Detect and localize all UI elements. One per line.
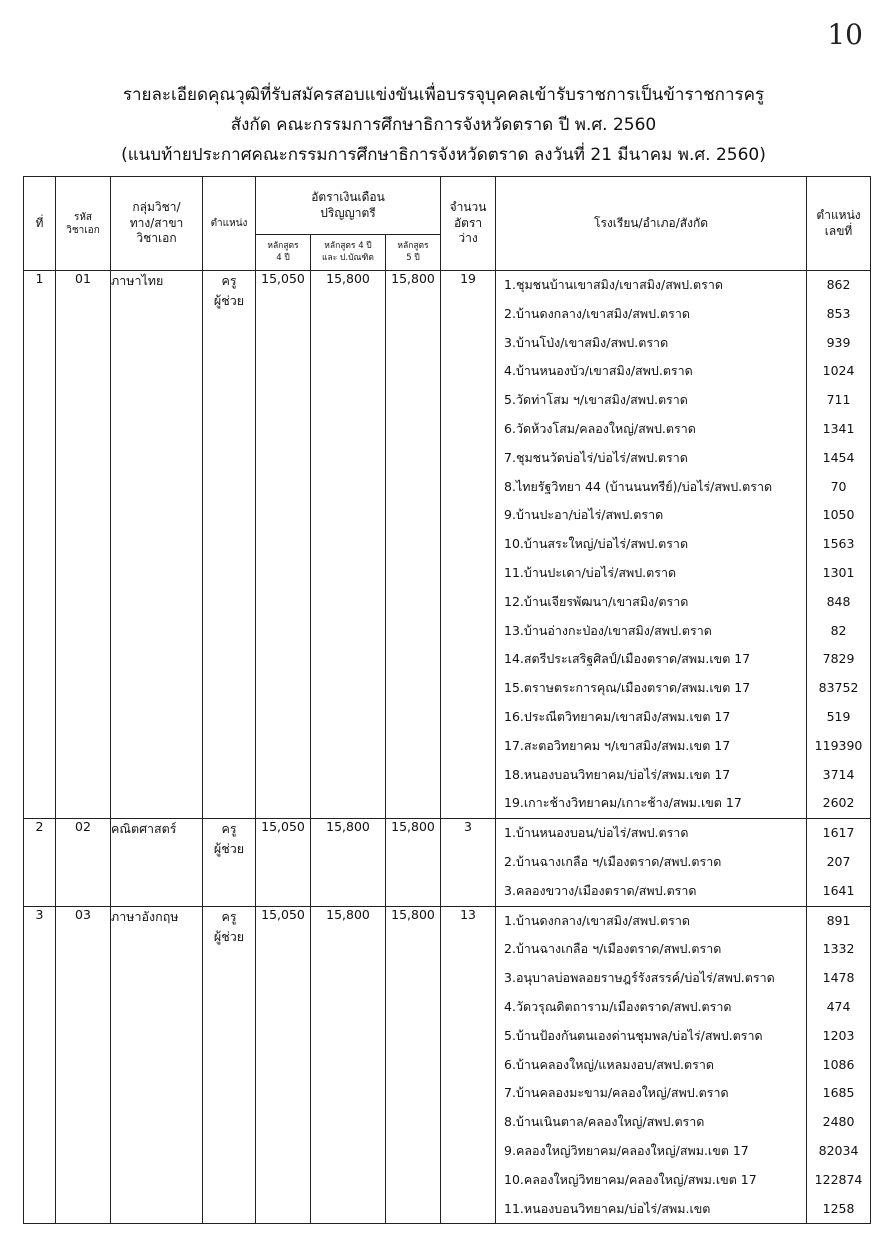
position-number: 2602 [822,795,855,811]
header-salary-4yr: หลักสูตร 4 ปี [256,235,311,271]
title-line-3: (แนบท้ายประกาศคณะกรรมการศึกษาธิการจังหวัดตราด ลงวันที่ 21 มีนาคม พ.ศ. 2560) [121,145,766,165]
list-item: 2.บ้านดงกลาง/เขาสมิง/สพป.ตราด [504,305,691,321]
position-number: 519 [826,708,851,724]
list-item: 14.สตรีประเสริฐศิลป์/เมืองตราด/สพม.เขต 17 [504,651,751,667]
position-number: 1203 [822,1027,855,1043]
salary-5yr: 15,800 [386,819,441,906]
position-number: 83752 [818,680,859,696]
list-item: 6.บ้านคลองใหญ่/แหลมงอบ/สพป.ตราด [504,1056,714,1072]
subject-name: คณิตศาสตร์ [111,819,203,906]
title-line-1: รายละเอียดคุณวุฒิที่รับสมัครสอบแข่งขันเพื่อบรรจุบุคคลเข้ารับราชการเป็นข้าราชการครู [122,85,765,105]
school-list [496,819,807,906]
vacancy-count: 19 [441,271,496,819]
header-count: จำนวน อัตรา ว่าง [441,177,496,271]
position-title-line: ครู [221,273,237,288]
list-item: 9.บ้านปะอา/บ่อไร่/สพป.ตราด [504,507,664,523]
position-number: 862 [826,277,851,292]
position-number: 1617 [822,825,855,841]
position-number: 1332 [822,941,855,957]
position-number: 848 [826,593,851,609]
list-item: 1.ชุมชนบ้านเขาสมิง/เขาสมิง/สพป.ตราด [504,277,723,292]
position-number: 1454 [822,449,855,465]
header-school: โรงเรียน/อำเภอ/สังกัด [496,177,807,271]
header-position: ตำแหน่ง [203,177,256,271]
position-number-list [807,906,871,1224]
document-title [0,80,887,170]
salary-5yr: 15,800 [386,906,441,1224]
position-number-list [807,271,871,819]
list-item: 8.บ้านเนินตาล/คลองใหญ่/สพป.ตราด [504,1114,705,1130]
position-number: 1258 [822,1200,855,1216]
list-item: 7.ชุมชนวัดบ่อไร่/บ่อไร่/สพป.ตราด [504,449,688,465]
list-item: 11.หนองบอนวิทยาคม/บ่อไร่/สพม.เขต [504,1200,711,1216]
list-item: 6.วัดห้วงโสม/คลองใหญ่/สพป.ตราด [504,420,696,436]
position-number: 119390 [814,737,863,753]
list-item: 12.บ้านเจียรพัฒนา/เขาสมิง/ตราด [504,593,689,609]
header-position-number: ตำแหน่ง เลขที่ [807,177,871,271]
position-number: 82 [830,622,847,638]
list-item: 19.เกาะช้างวิทยาคม/เกาะช้าง/สพม.เขต 17 [504,795,742,811]
header-salary-4yr-diploma: หลักสูตร 4 ปี และ ป.บัณฑิต [311,235,386,271]
header-salary: อัตราเงินเดือน ปริญญาตรี [256,177,441,235]
position-number: 1563 [822,536,855,552]
position-number: 207 [826,853,851,869]
title-line-2: สังกัด คณะกรรมการศึกษาธิการจังหวัดตราด ปี พ.ศ. 2560 [230,115,657,135]
list-item: 1.บ้านหนองบอน/บ่อไร่/สพป.ตราด [504,825,689,841]
list-item: 3.คลองขวาง/เมืองตราด/สพป.ตราด [504,882,697,898]
header-subject: กลุ่มวิชา/ ทาง/สาขา วิชาเอก [111,177,203,271]
list-item: 16.ประณีตวิทยาคม/เขาสมิง/สพม.เขต 17 [504,708,731,724]
position-number: 1050 [822,507,855,523]
position-number: 82034 [818,1142,859,1158]
subject-code: 02 [56,819,111,906]
position-number: 2480 [822,1114,855,1130]
position-number: 1024 [822,363,855,379]
header-code: รหัส วิชาเอก [56,177,111,271]
salary-4yr: 15,050 [256,271,311,819]
list-item: 17.สะตอวิทยาคม ฯ/เขาสมิง/สพม.เขต 17 [504,737,731,753]
salary-4yr-diploma: 15,800 [311,819,386,906]
position-number-list [807,819,871,906]
list-item: 11.บ้านปะเดา/บ่อไร่/สพป.ตราด [504,564,677,580]
list-item: 13.บ้านอ่างกะป่อง/เขาสมิง/สพป.ตราด [504,622,712,638]
list-item: 2.บ้านฉางเกลือ ฯ/เมืองตราด/สพป.ตราด [504,853,722,869]
list-item: 8.ไทยรัฐวิทยา 44 (บ้านนนทรีย์)/บ่อไร่/สพป.ตราด [504,478,773,494]
position-number: 1478 [822,970,855,986]
position-number: 1685 [822,1085,855,1101]
salary-4yr-diploma: 15,800 [311,271,386,819]
school-list [496,271,807,819]
position-number: 1086 [822,1056,855,1072]
list-item: 10.คลองใหญ่วิทยาคม/คลองใหญ่/สพม.เขต 17 [504,1171,757,1187]
header-no: ที่ [24,177,56,271]
vacancy-count: 13 [441,906,496,1224]
school-list [496,906,807,1224]
list-item: 18.หนองบอนวิทยาคม/บ่อไร่/สพม.เขต 17 [504,766,731,782]
list-item: 4.บ้านหนองบัว/เขาสมิง/สพป.ตราด [504,363,693,379]
table-row [24,819,871,906]
position-number: 891 [826,912,851,928]
header-salary-5yr: หลักสูตร 5 ปี [386,235,441,271]
page-number: 10 [827,18,863,51]
position-number: 939 [826,334,851,350]
salary-4yr-diploma: 15,800 [311,906,386,1224]
list-item: 1.บ้านดงกลาง/เขาสมิง/สพป.ตราด [504,912,691,928]
list-item: 10.บ้านสระใหญ่/บ่อไร่/สพป.ตราด [504,536,689,552]
position-number: 474 [826,998,851,1014]
position-title [203,271,256,819]
list-item: 9.คลองใหญ่วิทยาคม/คลองใหญ่/สพม.เขต 17 [504,1142,749,1158]
position-title-line: ครู [221,908,237,924]
position-number: 7829 [822,651,855,667]
subject-code: 01 [56,271,111,819]
subject-code: 03 [56,906,111,1224]
row-no: 1 [24,271,56,819]
table-row [24,906,871,1224]
position-title-line: ผู้ช่วย [213,841,245,857]
salary-4yr: 15,050 [256,819,311,906]
table-row [24,271,871,819]
vacancy-count: 3 [441,819,496,906]
position-number: 70 [830,478,847,494]
list-item: 4.วัดวรุณดิตถาราม/เมืองตราด/สพป.ตราด [504,998,732,1014]
qualification-table [23,176,871,1224]
row-no: 3 [24,906,56,1224]
list-item: 5.บ้านป้องกันตนเองด่านชุมพล/บ่อไร่/สพป.ตราด [504,1027,763,1043]
salary-5yr: 15,800 [386,271,441,819]
subject-name: ภาษาอังกฤษ [111,906,203,1224]
position-title [203,906,256,1224]
list-item: 3.บ้านโป่ง/เขาสมิง/สพป.ตราด [504,334,669,350]
list-item: 5.วัดท่าโสม ฯ/เขาสมิง/สพป.ตราด [504,392,688,408]
list-item: 15.ตราษตระการคุณ/เมืองตราด/สพม.เขต 17 [504,680,751,696]
position-number: 1341 [822,420,855,436]
subject-name: ภาษาไทย [111,271,203,819]
position-number: 1301 [822,564,855,580]
position-title [203,819,256,906]
list-item: 3.อนุบาลบ่อพลอยราษฎร์รังสรรค์/บ่อไร่/สพป.ตราด [504,970,775,986]
position-number: 853 [826,305,851,321]
position-number: 711 [826,392,851,408]
position-number: 122874 [814,1171,863,1187]
position-number: 3714 [822,766,855,782]
position-title-line: ผู้ช่วย [213,293,245,308]
list-item: 2.บ้านฉางเกลือ ฯ/เมืองตราด/สพป.ตราด [504,941,722,957]
list-item: 7.บ้านคลองมะขาม/คลองใหญ่/สพป.ตราด [504,1085,729,1101]
row-no: 2 [24,819,56,906]
position-title-line: ผู้ช่วย [213,928,245,944]
salary-4yr: 15,050 [256,906,311,1224]
position-title-line: ครู [221,821,237,837]
position-number: 1641 [822,882,855,898]
table-body [24,271,871,1224]
